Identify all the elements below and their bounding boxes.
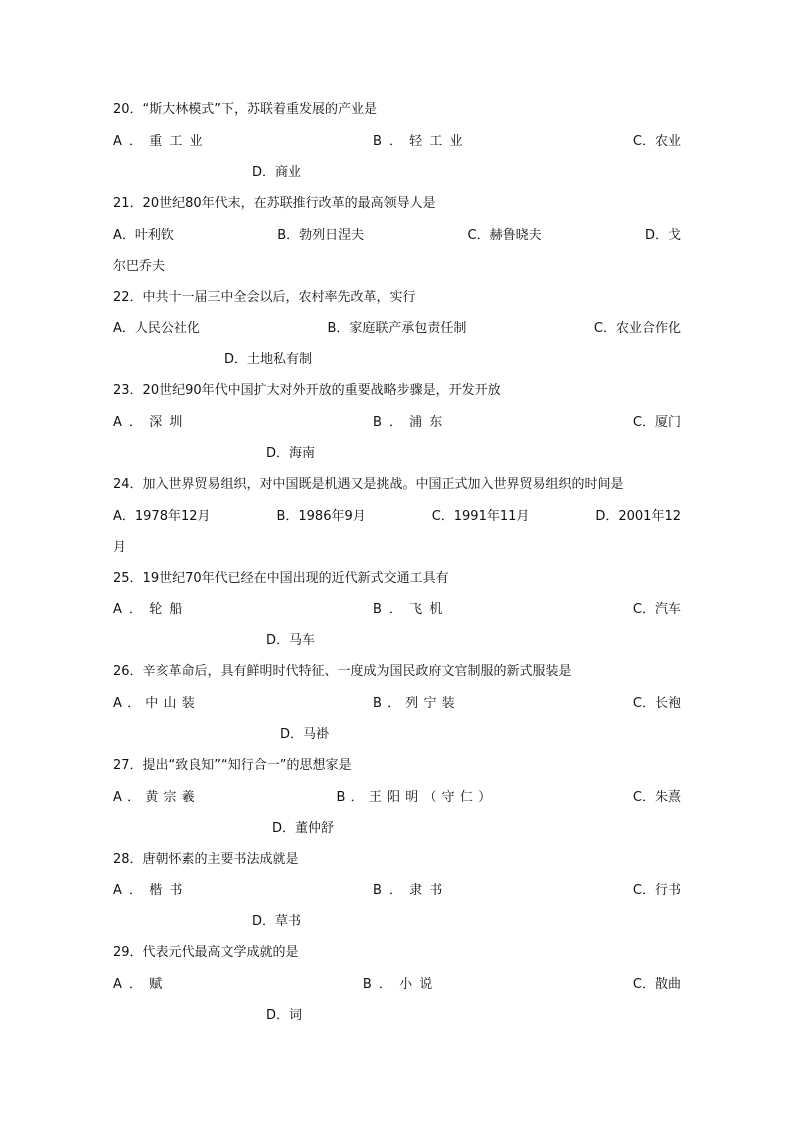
option-c: C．赫鲁晓夫 [467, 228, 542, 243]
question-22-options [113, 319, 681, 339]
question-29-stem: 29．代表元代最高文学成就的是 [113, 945, 299, 960]
question-21-option-d-wrap: 尔巴乔夫 [113, 259, 166, 274]
question-25-stem: 25．19世纪70年代已经在中国出现的近代新式交通工具有 [113, 571, 449, 586]
question-26-options [113, 694, 681, 714]
question-22-stem: 22．中共十一届三中全会以后，农村率先改革，实行 [113, 290, 416, 305]
option-a: A．叶利钦 [113, 228, 174, 243]
option-b: B．王阳明（守仁） [336, 790, 497, 805]
option-a: A．赋 [113, 977, 170, 992]
question-25-option-d: D．马车 [266, 633, 316, 648]
question-29-option-d: D．词 [266, 1008, 303, 1023]
question-26-stem: 26．辛亥革命后，具有鲜明时代特征、一度成为国民政府文官制服的新式服装是 [113, 664, 572, 679]
option-d: D．戈 [644, 228, 681, 243]
option-a: A．1978年12月 [113, 509, 211, 524]
option-a: A．深圳 [113, 415, 190, 430]
option-a: A．人民公社化 [113, 321, 200, 336]
question-20-option-d: D．商业 [252, 165, 302, 180]
question-21-stem: 21．20世纪80年代末，在苏联推行改革的最高领导人是 [113, 196, 436, 211]
question-27-option-d: D．董仲舒 [272, 821, 335, 836]
option-b: B．1986年9月 [276, 509, 366, 524]
option-b: B．浦东 [372, 415, 450, 430]
option-b: B．勃列日涅夫 [277, 228, 365, 243]
question-28-options [113, 881, 681, 901]
option-c: C．行书 [632, 883, 681, 898]
question-25-options [113, 600, 681, 620]
option-c: C．1991年11月 [431, 509, 530, 524]
option-b: B．列宁装 [372, 696, 460, 711]
question-29-options [113, 975, 681, 995]
question-20-stem: 20．“斯大林模式”下，苏联着重发展的产业是 [113, 102, 378, 117]
question-20-options [113, 132, 681, 152]
question-21-options [113, 226, 681, 246]
question-24-option-d-wrap: 月 [113, 540, 127, 555]
question-24-stem: 24．加入世界贸易组织，对中国既是机遇又是挑战。中国正式加入世界贸易组织的时间是 [113, 477, 624, 492]
option-a: A．轮船 [113, 602, 190, 617]
question-27-options [113, 788, 681, 808]
option-d: D．2001年12 [595, 509, 681, 524]
question-28-option-d: D．草书 [252, 914, 302, 929]
option-c: C．农业 [632, 134, 681, 149]
question-23-stem: 23．20世纪90年代中国扩大对外开放的重要战略步骤是，开发开放 [113, 383, 501, 398]
option-c: C．农业合作化 [593, 321, 681, 336]
option-c: C．朱熹 [632, 790, 681, 805]
option-c: C．散曲 [632, 977, 681, 992]
question-24-options [113, 507, 681, 527]
option-a: A．中山装 [113, 696, 200, 711]
question-27-stem: 27．提出“致良知”“知行合一”的思想家是 [113, 758, 352, 773]
question-23-option-d: D．海南 [266, 446, 316, 461]
option-c: C．厦门 [632, 415, 681, 430]
question-28-stem: 28．唐朝怀素的主要书法成就是 [113, 852, 299, 867]
question-26-option-d: D．马褂 [280, 727, 330, 742]
option-b: B．家庭联产承包责任制 [327, 321, 467, 336]
option-a: A．黄宗羲 [113, 790, 200, 805]
option-b: B．轻工业 [372, 134, 470, 149]
option-c: C．汽车 [632, 602, 681, 617]
option-b: B．飞机 [372, 602, 450, 617]
option-c: C．长袍 [632, 696, 681, 711]
option-a: A．重工业 [113, 134, 210, 149]
option-a: A．楷书 [113, 883, 190, 898]
question-22-option-d: D．土地私有制 [224, 352, 313, 367]
option-b: B．隶书 [372, 883, 450, 898]
option-b: B．小说 [362, 977, 440, 992]
question-23-options [113, 413, 681, 433]
